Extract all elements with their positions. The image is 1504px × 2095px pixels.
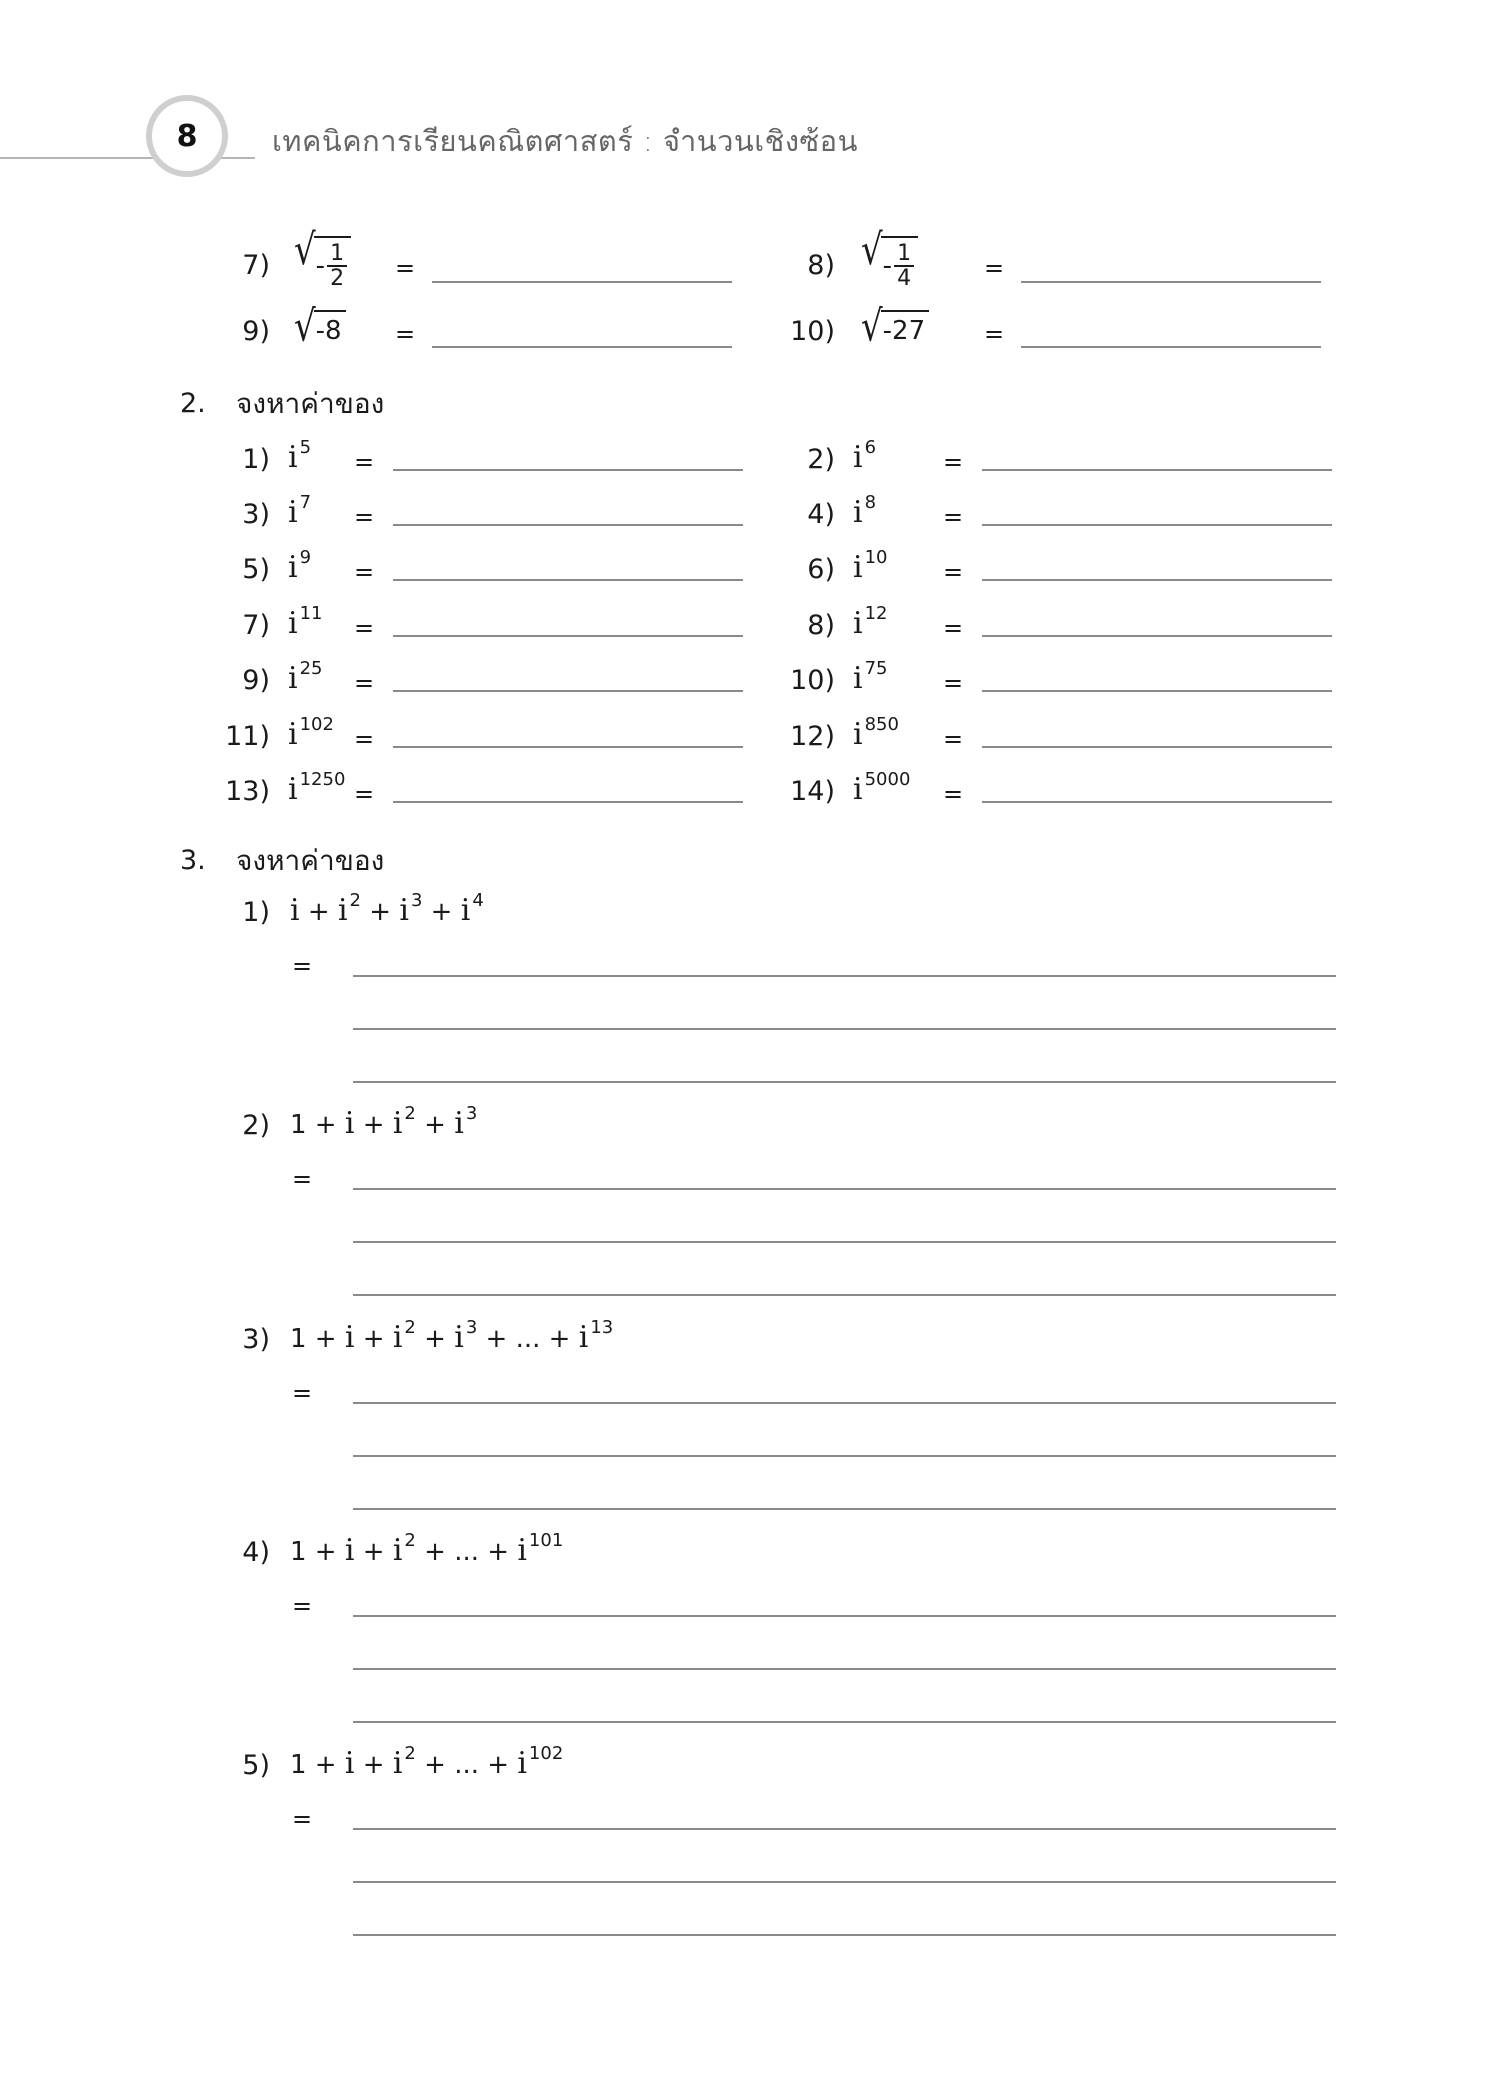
power-expression <box>853 714 899 752</box>
power-term <box>392 1743 416 1781</box>
power-expression <box>288 658 323 696</box>
power-term <box>392 1103 416 1141</box>
power-expression <box>853 437 877 475</box>
item-label: 4) <box>807 499 835 530</box>
expression-text: 1 <box>290 1110 307 1140</box>
power-term <box>460 890 484 928</box>
equals-sign: = <box>354 614 375 642</box>
working-line[interactable] <box>353 1668 1336 1670</box>
working-line[interactable] <box>353 1028 1336 1030</box>
power-expression <box>288 437 312 475</box>
power-term <box>399 890 423 928</box>
exponent: 1250 <box>299 769 346 790</box>
expression-text: 1 <box>290 1324 307 1354</box>
power-expression <box>853 603 888 641</box>
power-term <box>454 1317 478 1355</box>
expression-text: + <box>306 1324 345 1354</box>
fraction: $\frac{1}{4}$ <box>894 242 914 290</box>
exponent: 5000 <box>864 769 911 790</box>
expression-text: + <box>361 897 400 927</box>
item-label: 7) <box>242 610 270 641</box>
expression-text: + <box>306 1110 345 1140</box>
answer-line[interactable] <box>982 635 1332 637</box>
equals-sign: = <box>395 320 416 348</box>
exponent: 2 <box>404 1743 416 1764</box>
working-line[interactable] <box>353 975 1336 977</box>
expression-text: + <box>299 897 338 927</box>
working-line[interactable] <box>353 1402 1336 1404</box>
power-term <box>290 893 300 928</box>
expression-text: + ... + <box>477 1324 579 1354</box>
equals-sign: = <box>943 725 964 753</box>
expression-text: 1 <box>290 1750 307 1780</box>
equals-sign: = <box>354 725 375 753</box>
item-label: 11) <box>225 721 270 752</box>
item-label: 2) <box>807 444 835 475</box>
power-expression <box>288 769 346 807</box>
fraction: $\frac{1}{2}$ <box>327 242 347 290</box>
equals-sign: = <box>943 669 964 697</box>
sum-expression <box>290 1317 614 1355</box>
answer-line[interactable] <box>393 746 743 748</box>
sqrt-expression: √ - $\frac{1}{4}$ <box>861 236 918 290</box>
item-label: 2) <box>242 1110 270 1141</box>
page-number: 8 <box>176 118 198 154</box>
item-label: 3) <box>242 1324 270 1355</box>
power-term <box>578 1317 614 1355</box>
item-label: 9) <box>242 316 270 347</box>
base-symbol: i <box>344 1533 355 1568</box>
answer-line[interactable] <box>982 579 1332 581</box>
answer-line[interactable] <box>1021 281 1321 283</box>
item-label: 8) <box>807 610 835 641</box>
item-label: 1) <box>242 444 270 475</box>
exponent: 5 <box>299 437 312 458</box>
equals-sign: = <box>354 448 375 476</box>
base-symbol: i <box>454 1320 464 1355</box>
base-symbol: i <box>853 495 863 530</box>
exponent: 101 <box>528 1530 564 1551</box>
base-symbol: i <box>392 1533 403 1568</box>
exponent: 2 <box>404 1317 416 1338</box>
exponent: 12 <box>864 603 888 624</box>
exponent: 2 <box>404 1530 416 1551</box>
base-symbol: i <box>288 550 298 585</box>
sum-expression <box>290 1743 564 1781</box>
exponent: 10 <box>864 547 888 568</box>
working-line[interactable] <box>353 1934 1336 1936</box>
item-label: 7) <box>242 250 270 281</box>
answer-line[interactable] <box>982 469 1332 471</box>
equals-sign: = <box>943 448 964 476</box>
working-line[interactable] <box>353 1721 1336 1723</box>
base-symbol: i <box>454 1106 464 1141</box>
base-symbol: i <box>288 495 298 530</box>
working-line[interactable] <box>353 1294 1336 1296</box>
section-number: 2. <box>180 388 206 419</box>
equals-sign: = <box>984 254 1005 282</box>
expression-text: + <box>354 1324 393 1354</box>
equals-sign: = <box>292 952 313 980</box>
equals-sign: = <box>292 1805 313 1833</box>
equals-sign: = <box>354 558 375 586</box>
base-symbol: i <box>344 1320 355 1355</box>
power-expression <box>853 547 888 585</box>
base-symbol: i <box>853 772 863 807</box>
page-number-badge <box>146 95 228 177</box>
item-label: 10) <box>790 316 835 347</box>
sqrt-expression: √ -8 <box>294 310 346 346</box>
exponent: 8 <box>864 492 877 513</box>
working-line[interactable] <box>353 1241 1336 1243</box>
base-symbol: i <box>853 440 863 475</box>
base-symbol: i <box>288 772 298 807</box>
answer-line[interactable] <box>982 746 1332 748</box>
item-label: 14) <box>790 776 835 807</box>
power-term <box>337 890 361 928</box>
expression-text: + <box>354 1750 393 1780</box>
base-symbol: i <box>578 1320 589 1355</box>
power-expression <box>288 492 312 530</box>
expression-text: 1 <box>290 1537 307 1567</box>
exponent: 4 <box>472 890 484 911</box>
answer-line[interactable] <box>393 801 743 803</box>
item-label: 8) <box>807 250 835 281</box>
equals-sign: = <box>354 503 375 531</box>
equals-sign: = <box>943 780 964 808</box>
base-symbol: i <box>853 661 863 696</box>
base-symbol: i <box>853 606 863 641</box>
answer-line[interactable] <box>393 469 743 471</box>
expression-text: + <box>306 1750 345 1780</box>
working-line[interactable] <box>353 1828 1336 1830</box>
exponent: 13 <box>590 1317 614 1338</box>
answer-line[interactable] <box>982 690 1332 692</box>
running-header-title: เทคนิคการเรียนคณิตศาสตร์ : จำนวนเชิงซ้อน <box>272 124 858 158</box>
exponent: 9 <box>299 547 312 568</box>
base-symbol: i <box>853 717 863 752</box>
item-label: 5) <box>242 554 270 585</box>
power-expression <box>853 492 877 530</box>
base-symbol: i <box>517 1746 527 1781</box>
item-label: 12) <box>790 721 835 752</box>
section-number: 3. <box>180 845 206 876</box>
answer-line[interactable] <box>393 690 743 692</box>
sqrt-expression: √ - $\frac{1}{2}$ <box>294 236 351 290</box>
working-line[interactable] <box>353 1081 1336 1083</box>
exponent: 25 <box>299 658 323 679</box>
base-symbol: i <box>853 550 863 585</box>
power-expression <box>853 769 911 807</box>
working-line[interactable] <box>353 1508 1336 1510</box>
sum-expression <box>290 1103 478 1141</box>
item-label: 9) <box>242 665 270 696</box>
base-symbol: i <box>392 1320 403 1355</box>
answer-line[interactable] <box>982 801 1332 803</box>
base-symbol: i <box>288 661 298 696</box>
expression-text: + <box>415 1110 455 1140</box>
expression-text: + <box>354 1110 393 1140</box>
item-label: 4) <box>242 1537 270 1568</box>
power-term <box>517 1530 564 1568</box>
expression-text: + <box>354 1537 393 1567</box>
equals-sign: = <box>395 254 416 282</box>
base-symbol: i <box>460 893 471 928</box>
power-expression <box>288 714 334 752</box>
base-symbol: i <box>290 893 300 928</box>
item-label: 13) <box>225 776 270 807</box>
item-label: 1) <box>242 897 270 928</box>
expression-text: + <box>306 1537 345 1567</box>
sqrt-expression: √ -27 <box>861 310 929 346</box>
base-symbol: i <box>288 606 298 641</box>
equals-sign: = <box>292 1165 313 1193</box>
section-instruction: จงหาค่าของ <box>236 844 385 877</box>
working-line[interactable] <box>353 1455 1336 1457</box>
expression-text: + <box>422 897 461 927</box>
exponent: 102 <box>528 1743 564 1764</box>
exponent: 75 <box>864 658 888 679</box>
answer-line[interactable] <box>432 346 732 348</box>
equals-sign: = <box>354 669 375 697</box>
expression-text: + ... + <box>415 1537 518 1567</box>
equals-sign: = <box>354 780 375 808</box>
working-line[interactable] <box>353 1881 1336 1883</box>
power-term <box>454 1103 478 1141</box>
answer-line[interactable] <box>393 524 743 526</box>
equals-sign: = <box>943 558 964 586</box>
exponent: 2 <box>404 1103 416 1124</box>
power-term <box>517 1743 564 1781</box>
exponent: 3 <box>465 1317 478 1338</box>
exponent: 6 <box>864 437 877 458</box>
base-symbol: i <box>344 1106 355 1141</box>
item-label: 10) <box>790 665 835 696</box>
item-label: 3) <box>242 499 270 530</box>
power-expression <box>288 547 312 585</box>
equals-sign: = <box>292 1379 313 1407</box>
base-symbol: i <box>288 717 298 752</box>
exponent: 850 <box>864 714 899 735</box>
sum-expression <box>290 1530 564 1568</box>
base-symbol: i <box>337 893 348 928</box>
base-symbol: i <box>392 1106 403 1141</box>
power-term <box>392 1317 416 1355</box>
base-symbol: i <box>392 1746 403 1781</box>
section-instruction: จงหาค่าของ <box>236 387 385 420</box>
base-symbol: i <box>288 440 298 475</box>
answer-line[interactable] <box>393 635 743 637</box>
answer-line[interactable] <box>393 579 743 581</box>
item-label: 5) <box>242 1750 270 1781</box>
exponent: 7 <box>299 492 312 513</box>
item-label: 6) <box>807 554 835 585</box>
power-term <box>392 1530 416 1568</box>
expression-text: + ... + <box>415 1750 518 1780</box>
exponent: 3 <box>410 890 423 911</box>
base-symbol: i <box>344 1746 355 1781</box>
answer-line[interactable] <box>1021 346 1321 348</box>
expression-text: + <box>415 1324 455 1354</box>
power-expression <box>853 658 888 696</box>
sum-expression <box>290 890 484 928</box>
exponent: 11 <box>299 603 323 624</box>
working-line[interactable] <box>353 1615 1336 1617</box>
exponent: 2 <box>349 890 361 911</box>
exponent: 3 <box>465 1103 478 1124</box>
base-symbol: i <box>517 1533 527 1568</box>
answer-line[interactable] <box>982 524 1332 526</box>
base-symbol: i <box>399 893 409 928</box>
power-expression <box>288 603 323 641</box>
equals-sign: = <box>984 320 1005 348</box>
working-line[interactable] <box>353 1188 1336 1190</box>
answer-line[interactable] <box>432 281 732 283</box>
equals-sign: = <box>943 614 964 642</box>
equals-sign: = <box>292 1592 313 1620</box>
exponent: 102 <box>299 714 334 735</box>
equals-sign: = <box>943 503 964 531</box>
